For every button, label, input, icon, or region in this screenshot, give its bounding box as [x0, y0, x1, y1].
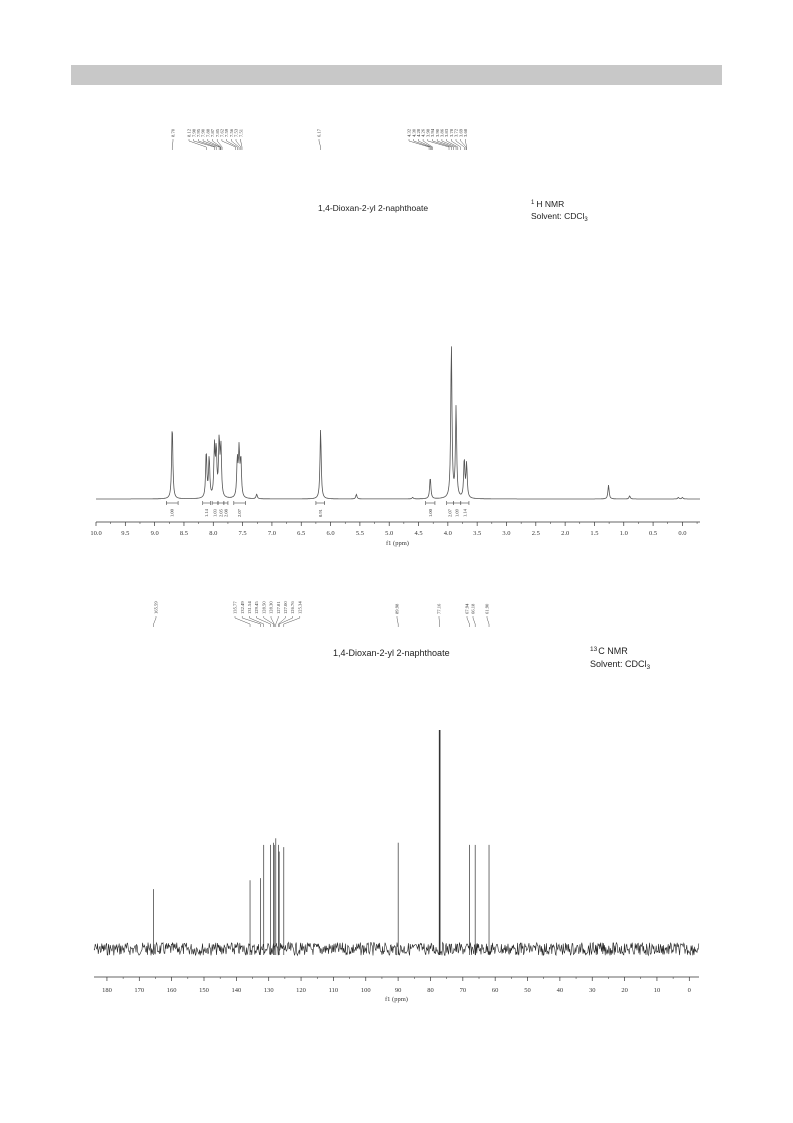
- c-nmr-peak-label-leader: [235, 616, 250, 627]
- c-nmr-tick-label: 90: [394, 987, 402, 994]
- c-nmr-peak-label: 128.50: [261, 601, 267, 614]
- h-nmr-compound-name: 1,4-Dioxan-2-yl 2-naphthoate: [318, 203, 429, 213]
- h-nmr-peak-label: 3.98: [425, 128, 431, 137]
- h-nmr-peak-label: 3.90: [434, 128, 440, 137]
- h-nmr-peak-label: 3.69: [458, 128, 464, 137]
- c-nmr-tick-label: 170: [134, 987, 145, 994]
- h-nmr-axis-label: f1 (ppm): [386, 540, 409, 547]
- c-nmr-compound-name: 1,4-Dioxan-2-yl 2-naphthoate: [333, 648, 450, 658]
- h-nmr-peak-label-leader: [222, 139, 236, 150]
- c-nmr-tick-label: 70: [459, 987, 467, 994]
- h-nmr-nucleus-label: $^1$ H NMR: [531, 199, 565, 209]
- h-nmr-tick-label: 1.5: [590, 530, 599, 537]
- h-nmr-peak-label: 3.94: [430, 128, 436, 137]
- c-nmr-tick-label: 20: [621, 987, 628, 994]
- h-nmr-peak-label: 7.85: [214, 128, 220, 137]
- h-nmr-solvent-label: Solvent: CDCl$_3$: [531, 211, 588, 223]
- c-nmr-peak-labels: [154, 601, 490, 627]
- c-nmr-peak-label: 126.76: [290, 601, 296, 614]
- h-nmr-tick-label: 10.0: [90, 530, 102, 537]
- h-nmr-peak-label-leader: [236, 139, 241, 150]
- h-nmr-peak-label: 7.53: [233, 128, 239, 137]
- h-nmr-tick-label: 9.5: [121, 530, 130, 537]
- h-nmr-tick-label: 8.0: [209, 530, 218, 537]
- c-nmr-axis-label: f1 (ppm): [385, 996, 408, 1003]
- h-nmr-tick-label: 3.5: [473, 530, 482, 537]
- c-nmr-peak-label: 135.77: [232, 601, 238, 614]
- h-nmr-tick-label: 5.5: [355, 530, 364, 537]
- h-nmr-spectrum-trace: [96, 346, 700, 499]
- h-nmr-peak-label: 3.86: [439, 128, 445, 137]
- h-nmr-tick-label: 8.5: [179, 530, 189, 537]
- c-nmr-peak-label: 131.54: [247, 601, 252, 614]
- h-nmr-integral-value: 2.07: [447, 509, 453, 517]
- c-nmr-peak-label: 77.16: [436, 603, 442, 614]
- c-nmr-peak-label-leader: [487, 616, 489, 627]
- c-nmr-nucleus-label: $^{13}$C NMR: [590, 646, 628, 656]
- c-nmr-tick-label: 120: [296, 987, 306, 994]
- h-nmr-peak-label: 7.95: [196, 128, 201, 137]
- c-nmr-tick-label: 80: [427, 987, 434, 994]
- c-nmr-peak-label: 132.49: [239, 601, 245, 614]
- c-nmr-tick-label: 60: [491, 987, 499, 994]
- c-nmr-tick-label: 160: [166, 987, 177, 994]
- h-nmr-peak-label: 7.98: [191, 128, 197, 137]
- h-nmr-peak-label-leader: [213, 139, 221, 150]
- h-nmr-tick-label: 2.0: [561, 530, 570, 537]
- c-nmr-peak-label: 129.45: [254, 601, 260, 614]
- c-nmr-peak-label-leader: [284, 616, 300, 627]
- h-nmr-peak-label: 3.68: [463, 128, 468, 137]
- h-nmr-peak-label: 4.30: [411, 128, 417, 137]
- c-nmr-peak-label: 61.90: [484, 603, 490, 614]
- h-nmr-tick-label: 1.0: [619, 530, 628, 537]
- c-nmr-peak-label-leader: [276, 616, 278, 627]
- c-nmr-tick-label: 30: [588, 987, 596, 994]
- h-nmr-peak-label: 4.32: [406, 128, 412, 137]
- c-nmr-tick-label: 100: [360, 987, 371, 994]
- h-nmr-peak-label: 6.17: [316, 128, 322, 137]
- c-nmr-tick-label: 40: [556, 987, 564, 994]
- h-nmr-integral-value: 1.14: [204, 509, 210, 517]
- h-nmr-tick-label: 2.5: [531, 530, 540, 537]
- h-nmr-x-axis: [90, 522, 700, 537]
- c-nmr-peak-label-leader: [473, 616, 475, 627]
- h-nmr-tick-label: 6.0: [326, 530, 335, 537]
- h-nmr-tick-label: 5.0: [385, 530, 394, 537]
- h-nmr-peak-label: 7.59: [224, 128, 230, 137]
- c-nmr-peak-label: 89.98: [394, 603, 400, 614]
- h-nmr-tick-label: 0.0: [678, 530, 687, 537]
- h-nmr-tick-label: 7.0: [267, 530, 276, 537]
- c-nmr-solvent-label: Solvent: CDCl$_3$: [590, 659, 651, 671]
- h-nmr-integral-value: 2.05: [218, 509, 224, 517]
- c-nmr-peak-label-leader: [439, 616, 440, 627]
- c-nmr-tick-label: 180: [102, 987, 112, 994]
- c-nmr-peak-label-leader: [154, 616, 156, 627]
- h-nmr-peak-label: 7.90: [200, 128, 206, 137]
- h-nmr-peak-label: 3.78: [448, 128, 454, 137]
- h-nmr-tick-label: 4.5: [414, 530, 423, 537]
- h-nmr-tick-label: 7.5: [238, 530, 247, 537]
- h-nmr-peak-labels: [171, 128, 468, 150]
- h-nmr-tick-label: 3.0: [502, 530, 511, 537]
- h-nmr-integral-value: 2.08: [223, 509, 229, 517]
- h-nmr-tick-label: 6.5: [297, 530, 306, 537]
- h-nmr-integral-value: 0.91: [317, 509, 323, 517]
- c-nmr-tick-label: 10: [653, 987, 661, 994]
- h-nmr-integral-value: 2.07: [237, 509, 243, 517]
- c-nmr-tick-label: 130: [263, 987, 274, 994]
- h-nmr-integral-value: 1.00: [427, 509, 433, 517]
- h-nmr-peak-label: 3.83: [444, 128, 450, 137]
- h-nmr-peak-label-leader: [208, 139, 221, 150]
- h-nmr-integral-value: 1.00: [169, 509, 175, 517]
- h-nmr-peak-label-leader: [194, 139, 215, 150]
- h-nmr-tick-label: 0.5: [649, 530, 658, 537]
- h-nmr-integral-value: 1.03: [212, 509, 218, 517]
- h-nmr-peak-label: 7.87: [210, 128, 216, 137]
- h-nmr-integral-value: 1.14: [462, 509, 468, 517]
- c-nmr-peak-label: 127.81: [275, 601, 281, 614]
- h-nmr-peak-label-leader: [428, 139, 449, 150]
- h-nmr-peak-label: 4.26: [420, 128, 426, 137]
- c-nmr-peak-label-leader: [397, 616, 398, 627]
- c-nmr-tick-label: 140: [231, 987, 242, 994]
- c-nmr-tick-label: 50: [524, 987, 531, 994]
- h-nmr-peak-label: 3.72: [453, 128, 459, 137]
- h-nmr-peak-label: 8.70: [170, 128, 176, 137]
- h-nmr-tick-label: 4.0: [443, 530, 452, 537]
- h-nmr-peak-label-leader: [217, 139, 222, 150]
- h-nmr-tick-label: 9.0: [150, 530, 159, 537]
- h-nmr-peak-label-leader: [172, 139, 173, 150]
- h-nmr-integrals: [166, 501, 469, 517]
- c-nmr-tick-label: 110: [328, 987, 339, 994]
- c-nmr-peak-label: 127.00: [283, 601, 288, 614]
- c-nmr-peak-label: 128.30: [268, 601, 274, 614]
- h-nmr-peak-label: 8.12: [186, 128, 192, 137]
- h-nmr-peak-label: 7.51: [238, 128, 244, 137]
- c-nmr-peak-label: 66.18: [470, 603, 476, 614]
- h-nmr-peak-label-leader: [189, 139, 206, 150]
- c-nmr-peak-label: 125.34: [297, 601, 303, 614]
- h-nmr-peak-label: 7.56: [228, 128, 234, 137]
- c-nmr-tick-label: 150: [199, 987, 209, 994]
- c-nmr-peak-label: 67.94: [464, 603, 470, 614]
- c-nmr-baseline-noise: [94, 943, 699, 956]
- c-nmr-peak-label: 165.59: [153, 601, 159, 614]
- h-nmr-peak-label: 7.62: [219, 128, 225, 137]
- h-nmr-peak-label-leader: [198, 139, 216, 150]
- c-nmr-tick-label: 0: [687, 987, 691, 994]
- c-nmr-x-axis: [94, 977, 699, 994]
- c-nmr-peaks: [154, 730, 489, 955]
- h-nmr-peak-label: 7.88: [205, 128, 211, 137]
- h-nmr-peak-label: 4.28: [416, 128, 421, 137]
- h-nmr-integral-value: 1.09: [454, 509, 460, 517]
- h-nmr-peak-label-leader: [319, 139, 321, 150]
- c-nmr-peak-label-leader: [467, 616, 469, 627]
